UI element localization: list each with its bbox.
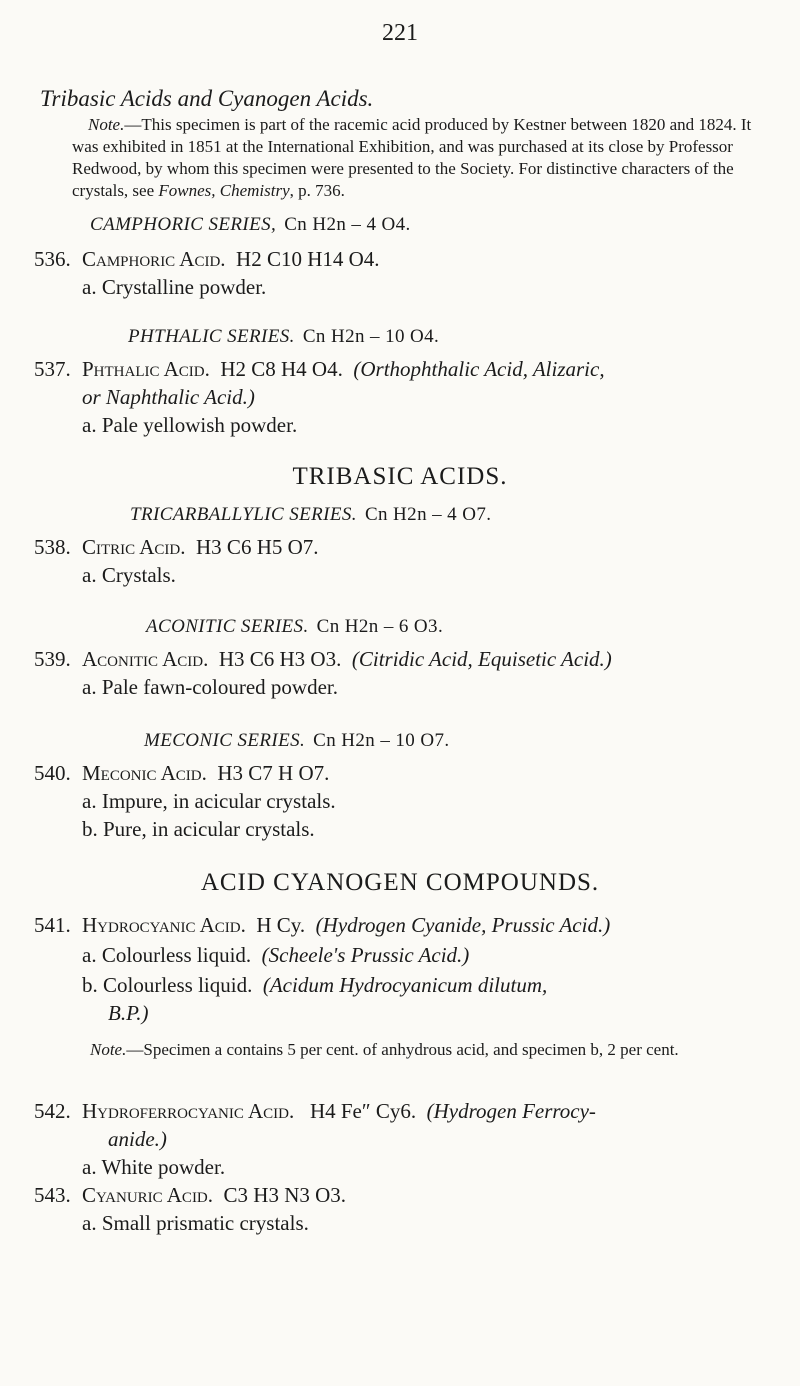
- specimen-536-a: a. Crystalline powder.: [82, 275, 267, 299]
- acid-name: Aconitic Acid.: [82, 647, 209, 671]
- section-heading: Tribasic Acids and Cyanogen Acids.: [40, 86, 374, 111]
- acid-synonyms-cont: or Naphthalic Acid.): [82, 385, 255, 409]
- note-label: Note.: [88, 115, 125, 134]
- series-heading-phthalic: [128, 324, 439, 350]
- acid-formula: H2 C10 H14 O4.: [236, 247, 380, 271]
- entry-number: 539.: [34, 647, 71, 671]
- specimen-synonym-cont: B.P.): [108, 1001, 149, 1025]
- entry-number: 538.: [34, 535, 71, 559]
- specimen-541-b: [82, 972, 547, 998]
- series-formula: Cn H2n – 6 O3.: [316, 616, 444, 637]
- acid-formula: H3 C7 H O7.: [217, 761, 330, 785]
- series-heading-meconic: [144, 728, 450, 754]
- entry-number: 537.: [34, 357, 71, 381]
- entry-536: [34, 246, 380, 272]
- series-heading-tricarballylic: [130, 502, 491, 528]
- series-formula: Cn H2n – 10 O7.: [313, 730, 450, 751]
- series-heading-aconitic: [146, 614, 443, 640]
- entry-537-synonyms-cont: [82, 384, 255, 410]
- acid-name: Camphoric Acid.: [82, 247, 226, 271]
- acid-synonyms: (Citridic Acid, Equisetic Acid.): [351, 647, 612, 671]
- acid-name: Hydrocyanic Acid.: [82, 913, 246, 937]
- specimen-desc: a. Colourless liquid.: [82, 943, 252, 967]
- note-541: [82, 1038, 772, 1062]
- acid-name: Cyanuric Acid.: [82, 1183, 214, 1207]
- specimen-542-a: a. White powder.: [82, 1155, 226, 1179]
- acid-synonyms: (Hydrogen Cyanide, Prussic Acid.): [315, 913, 611, 937]
- series-heading-camphoric: [90, 212, 411, 238]
- specimen-synonym: (Acidum Hydrocyanicum dilutum,: [262, 973, 548, 997]
- entry-542-synonyms-cont: [108, 1126, 167, 1152]
- acid-formula: H3 C6 H3 O3.: [218, 647, 342, 671]
- acid-formula: H2 C8 H4 O4.: [220, 357, 343, 381]
- series-formula: Cn H2n – 4 O7.: [364, 504, 492, 525]
- series-formula: Cn H2n – 4 O4.: [284, 214, 411, 235]
- entry-539: [34, 646, 612, 672]
- cyanogen-heading: ACID CYANOGEN COMPOUNDS.: [200, 869, 600, 896]
- specimen-541-a: [82, 942, 469, 968]
- series-formula: Cn H2n – 10 O4.: [302, 326, 440, 347]
- series-name: PHTHALIC SERIES.: [128, 326, 295, 347]
- series-name: TRICARBALLYLIC SERIES.: [130, 504, 357, 525]
- entry-number: 543.: [34, 1183, 71, 1207]
- entry-number: 536.: [34, 247, 71, 271]
- series-name: CAMPHORIC SERIES,: [90, 214, 277, 235]
- tribasic-heading: TRIBASIC ACIDS.: [292, 463, 508, 490]
- entry-540: [34, 760, 329, 786]
- specimen-540-b: b. Pure, in acicular crystals.: [82, 817, 315, 841]
- entry-number: 541.: [34, 913, 71, 937]
- note-label: Note.: [90, 1040, 127, 1059]
- specimen-537-a: a. Pale yellowish powder.: [82, 413, 298, 437]
- page-number: 221: [382, 20, 418, 46]
- specimen-synonym: (Scheele's Prussic Acid.): [261, 943, 470, 967]
- acid-name: Hydroferrocyanic Acid.: [82, 1099, 295, 1123]
- entry-number: 542.: [34, 1099, 71, 1123]
- entry-542: [34, 1098, 596, 1124]
- acid-formula: H3 C6 H5 O7.: [196, 535, 319, 559]
- specimen-desc: b. Colourless liquid.: [82, 973, 253, 997]
- note-reference: Fownes, Chemistry: [158, 181, 290, 200]
- acid-name: Citric Acid.: [82, 535, 186, 559]
- series-name: MECONIC SERIES.: [144, 730, 306, 751]
- note-text: —Specimen a contains 5 per cent. of anhydrous acid, and specimen b, 2 per cent.: [126, 1040, 679, 1059]
- note-text-end: , p. 736.: [289, 181, 345, 200]
- entry-543: [34, 1182, 346, 1208]
- entry-538: [34, 534, 319, 560]
- acid-synonyms: (Hydrogen Ferrocy-: [426, 1099, 596, 1123]
- specimen-540-a: a. Impure, in acicular crystals.: [82, 789, 336, 813]
- entry-537: [34, 356, 605, 382]
- acid-synonyms: (Orthophthalic Acid, Alizaric,: [353, 357, 605, 381]
- acid-name: Meconic Acid.: [82, 761, 207, 785]
- intro-note: [72, 114, 772, 202]
- specimen-539-a: a. Pale fawn-coloured powder.: [82, 675, 338, 699]
- acid-formula: C3 H3 N3 O3.: [223, 1183, 347, 1207]
- series-name: ACONITIC SERIES.: [146, 616, 309, 637]
- entry-541: [34, 912, 610, 938]
- acid-formula: H4 Fe″ Cy6.: [309, 1099, 417, 1123]
- acid-formula: H Cy.: [256, 913, 306, 937]
- specimen-538-a: a. Crystals.: [82, 563, 176, 587]
- acid-synonyms-cont: anide.): [108, 1127, 167, 1151]
- specimen-541-b-cont: [108, 1000, 148, 1026]
- entry-number: 540.: [34, 761, 71, 785]
- specimen-543-a: a. Small prismatic crystals.: [82, 1211, 309, 1235]
- acid-name: Phthalic Acid.: [82, 357, 210, 381]
- note-text: —This specimen is part of the racemic acid produced by Kestner between 1820 and 1824. It was exhibited in 1851 at the International Exhibition, and was purchased at its close by Professor Redwood, by whom this specimen were presented to the Society. For distinctive characters of the crystals, see: [72, 115, 752, 200]
